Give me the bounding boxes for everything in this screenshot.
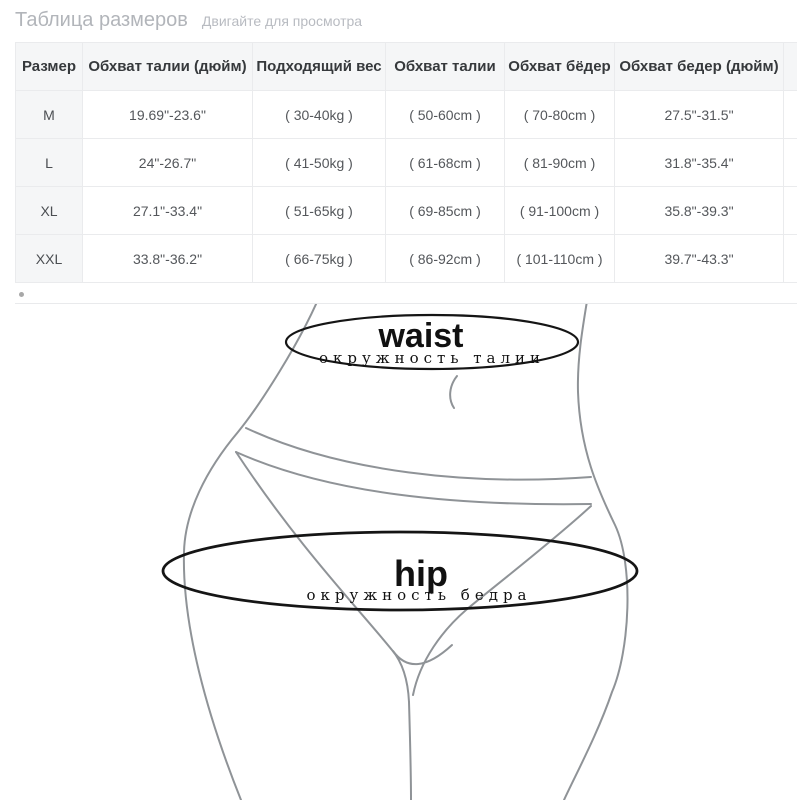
navel-line	[450, 376, 457, 408]
value-cell: ( 69-85cm )	[386, 187, 505, 235]
table-title-bar	[0, 0, 800, 42]
value-cell: 39.7"-43.3"	[615, 235, 784, 283]
table-row	[16, 187, 798, 235]
column-header: Размер	[16, 43, 83, 91]
waist-label: waist	[378, 317, 464, 355]
crotch-seam	[393, 645, 452, 664]
clipped-column-header	[784, 43, 798, 91]
value-cell: 33.8"-36.2"	[83, 235, 253, 283]
panty-waistband-top	[246, 428, 591, 480]
column-header: Подходящий вес	[253, 43, 386, 91]
value-cell: ( 30-40kg )	[253, 91, 386, 139]
value-cell: ( 61-68cm )	[386, 139, 505, 187]
value-cell: 27.1"-33.4"	[83, 187, 253, 235]
value-cell: ( 51-65kg )	[253, 187, 386, 235]
table-header-row	[16, 43, 798, 91]
body-outline-right	[564, 283, 627, 800]
value-cell: ( 70-80cm )	[505, 91, 615, 139]
clipped-cell	[784, 91, 798, 139]
value-cell: 35.8"-39.3"	[615, 187, 784, 235]
size-table	[15, 42, 797, 283]
size-table-scroll-area[interactable]	[15, 42, 797, 283]
swipe-hint-text: Двигайте для просмотра	[201, 13, 363, 29]
hip-label: hip	[394, 553, 448, 594]
value-cell: 27.5"-31.5"	[615, 91, 784, 139]
column-header: Обхват талии (дюйм)	[83, 43, 253, 91]
panty-left-leg-opening	[236, 452, 409, 702]
clipped-cell	[784, 139, 798, 187]
value-cell: ( 91-100cm )	[505, 187, 615, 235]
waist-sublabel: окружность талии	[318, 349, 546, 367]
value-cell: 24"-26.7"	[83, 139, 253, 187]
value-cell: ( 81-90cm )	[505, 139, 615, 187]
size-cell: M	[16, 91, 83, 139]
size-cell: XL	[16, 187, 83, 235]
table-row	[16, 235, 798, 283]
clipped-cell	[784, 235, 798, 283]
value-cell: 31.8"-35.4"	[615, 139, 784, 187]
horizontal-scrollbar-track[interactable]	[15, 283, 797, 304]
value-cell: ( 86-92cm )	[386, 235, 505, 283]
hip-sublabel: окружность бедра	[306, 586, 532, 604]
value-cell: ( 101-110cm )	[505, 235, 615, 283]
table-row	[16, 139, 798, 187]
horizontal-scrollbar-thumb[interactable]	[19, 292, 24, 297]
column-header: Обхват бёдер	[505, 43, 615, 91]
clipped-cell	[784, 187, 798, 235]
column-header: Обхват талии	[386, 43, 505, 91]
value-cell: ( 66-75kg )	[253, 235, 386, 283]
inner-leg-line	[409, 702, 411, 800]
table-body	[16, 91, 798, 283]
table-row	[16, 91, 798, 139]
panty-waistband-bottom	[236, 452, 591, 504]
value-cell: 19.69"-23.6"	[83, 91, 253, 139]
value-cell: ( 50-60cm )	[386, 91, 505, 139]
size-cell: XXL	[16, 235, 83, 283]
size-cell: L	[16, 139, 83, 187]
page-title: Таблица размеров	[15, 9, 188, 31]
value-cell: ( 41-50kg )	[253, 139, 386, 187]
column-header: Обхват бедер (дюйм)	[615, 43, 784, 91]
